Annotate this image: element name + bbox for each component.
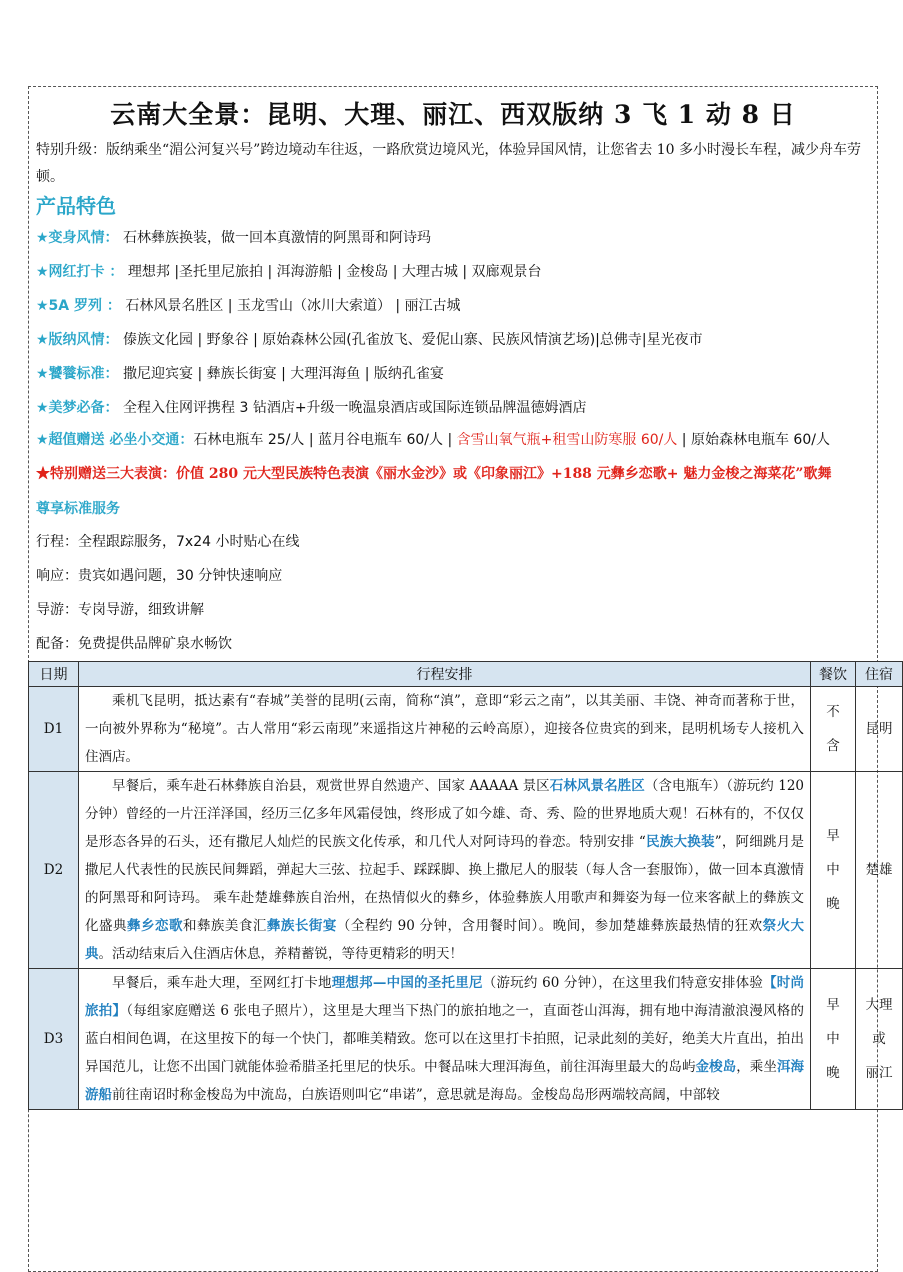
header-date: 日期 (29, 662, 79, 687)
feature-label: ★饕餮标准： (36, 366, 119, 382)
itinerary-text: 和彝族美食汇 (182, 918, 267, 934)
itinerary-text: （全程约 90 分钟，含用餐时间）。晚间，参加楚雄彝族最热情的狂欢 (336, 918, 763, 934)
header-meal: 餐饮 (811, 662, 856, 687)
itinerary-text: （每组家庭赠送 6 张电子照片），这里是大理当下热门的旅拍地之一，直面苍山洱海，拥有地中海清澈浪漫风格的蓝白相间色调，在这里按下的每一个快门，都唯美精致。您可以在这里打卡拍照，记录此刻的美好，绝美大片直出，拍出异国范儿，让您不出国门就能体验希腊圣托里尼的快乐。中餐品味大理洱海鱼，前往洱海里最大的岛屿 (85, 1003, 805, 1075)
header-stay: 住宿 (856, 662, 903, 687)
itinerary-cell (79, 772, 811, 969)
feature-item (36, 323, 871, 357)
day-cell: D3 (29, 969, 79, 1110)
feature-item (36, 221, 871, 255)
stay-text: 丽江 (865, 1065, 893, 1081)
meal-char: 早 (826, 997, 840, 1013)
itinerary-text: 早餐后，乘车赴大理，至网红打卡地 (112, 975, 332, 991)
meal-char: 晚 (826, 1065, 840, 1081)
upgrade-note: 特别升级：版纳乘坐“湄公河复兴号”跨边境动车往返，一路欣赏边境风光，体验异国风情，让您省去 10 多小时漫长车程，减少舟车劳顿。 (36, 142, 862, 185)
meal-cell (811, 687, 856, 772)
gift-label: ★超值赠送 必坐小交通： (36, 432, 194, 448)
table-header-row (29, 662, 903, 687)
itinerary-text: 早餐后，乘车赴石林彝族自治县，观赏世界自然遗产、国家 AAAAA 景区 (112, 778, 550, 794)
document-page (28, 86, 893, 1272)
feature-text: 撒尼迎宾宴 | 彝族长街宴 | 大理洱海鱼 | 版纳孔雀宴 (123, 366, 444, 382)
stay-cell (856, 772, 903, 969)
highlight-text: 洱海游船 (85, 1059, 805, 1103)
gift-line (36, 425, 871, 455)
meal-char: 晚 (826, 896, 840, 912)
gift-text-1: 石林电瓶车 25/人 | 蓝月谷电瓶车 60/人 | (193, 432, 457, 448)
feature-label: ★版纳风情： (36, 332, 119, 348)
feature-label: ★网红打卡 ： (36, 264, 124, 280)
feature-text: 理想邦 |圣托里尼旅拍 | 洱海游船 | 金梭岛 | 大理古城 | 双廊观景台 (127, 264, 542, 280)
service-item: 配备：免费提供品牌矿泉水畅饮 (36, 636, 232, 652)
highlight-text: 【时尚旅拍】 (85, 975, 805, 1019)
meal-cell (811, 772, 856, 969)
feature-text: 石林风景名胜区 | 玉龙雪山（冰川大索道） | 丽江古城 (125, 298, 461, 314)
meal-char: 中 (826, 1031, 840, 1047)
highlight-text: 金梭岛 (695, 1059, 737, 1075)
feature-label: ★变身风情： (36, 230, 119, 246)
feature-item (36, 391, 871, 425)
highlight-text: 祭火大典 (85, 918, 805, 962)
feature-label: ★5A 罗列 ： (36, 298, 121, 314)
page-title: 云南大全景：昆明、大理、丽江、西双版纳 3 飞 1 动 8 日 (110, 100, 796, 129)
feature-text: 石林彝族换装，做一回本真激情的阿黑哥和阿诗玛 (123, 230, 432, 246)
meal-char: 不 (826, 704, 840, 720)
feature-item (36, 357, 871, 391)
stay-cell (856, 969, 903, 1110)
itinerary-text: （游玩约 60 分钟），在这里我们特意安排体验 (482, 975, 764, 991)
service-item: 行程：全程跟踪服务，7x24 小时贴心在线 (36, 534, 300, 550)
feature-text: 傣族文化园 | 野象谷 | 原始森林公园(孔雀放飞、爱伲山寨、民族风情演艺场)|总佛寺|星光夜市 (123, 332, 703, 348)
features-heading: 产品特色 (36, 194, 116, 218)
table-row (29, 772, 903, 969)
day-cell: D2 (29, 772, 79, 969)
itinerary-text: ，乘坐 (736, 1059, 777, 1075)
table-row (29, 969, 903, 1110)
stay-cell (856, 687, 903, 772)
itinerary-text: 。活动结束后入住酒店休息，养精蓄锐，等待更精彩的明天！ (98, 946, 463, 962)
stay-text: 昆明 (865, 721, 893, 737)
gift-text-red: 含雪山氧气瓶+租雪山防寒服 60/人 (456, 432, 678, 448)
highlight-text: 彝族长街宴 (266, 918, 337, 934)
day-cell: D1 (29, 687, 79, 772)
features-list (29, 221, 877, 425)
service-item: 导游：专岗导游，细致讲解 (36, 602, 204, 618)
stay-text: 或 (872, 1031, 886, 1047)
itinerary-text: （含电瓶车）（游玩约 120 分钟）曾经的一片汪洋泽国，经历三亿多年风霜侵蚀，终形成了如今雄、奇、秀、险的世界地质大观！石林有的，不仅仅是形态各异的石头，还有撒尼人灿烂的民族文化传承，和几代人对阿诗玛的眷恋。特别安排 “ (85, 778, 805, 850)
meal-char: 含 (826, 738, 840, 754)
header-itinerary: 行程安排 (79, 662, 811, 687)
highlight-text: 石林风景名胜区 (549, 778, 645, 794)
itinerary-cell (79, 969, 811, 1110)
itinerary-table (28, 661, 903, 1110)
stay-text: 大理 (865, 997, 893, 1013)
meal-char: 早 (826, 828, 840, 844)
service-heading: 尊享标准服务 (36, 501, 120, 517)
meal-char: 中 (826, 862, 840, 878)
highlight-text: 民族大换装 (645, 834, 715, 850)
itinerary-text: 前往南诏时称金梭岛为中流岛，白族语则叫它“串诺”，意思就是海岛。金梭岛岛形两端较高阔，中部较 (112, 1087, 720, 1103)
meal-cell (811, 969, 856, 1110)
shows-line: ★特别赠送三大表演：价值 280 元大型民族特色表演《丽水金沙》或《印象丽江》+188 元彝乡恋歌+ 魅力金梭之海菜花”歌舞 (36, 466, 832, 482)
service-item: 响应：贵宾如遇问题，30 分钟快速响应 (36, 568, 283, 584)
services-list (29, 525, 877, 661)
itinerary-text: ”，阿细跳月是撒尼人代表性的民族民间舞蹈，弹起大三弦、拉起手、踩踩脚、换上撒尼人的服装（每人含一套服饰），做一回本真激情的阿黑哥和阿诗玛。 乘车赴楚雄彝族自治州，在热情似火的彝乡，体验彝族人用歌声和舞姿为每一位来客献上的彝族文化盛典 (85, 834, 804, 934)
feature-label: ★美梦必备： (36, 400, 119, 416)
stay-text: 楚雄 (865, 862, 893, 878)
feature-item (36, 289, 871, 323)
feature-item (36, 255, 871, 289)
highlight-text: 理想邦—中国的圣托里尼 (331, 975, 483, 991)
gift-text-2: | 原始森林电瓶车 60/人 (677, 432, 830, 448)
feature-text: 全程入住网评携程 3 钻酒店+升级一晚温泉酒店或国际连锁品牌温德姆酒店 (123, 400, 587, 416)
highlight-text: 彝乡恋歌 (126, 918, 183, 934)
itinerary-cell: 乘机飞昆明，抵达素有“春城”美誉的昆明(云南，简称“滇”，意即“彩云之南”，以其美丽、丰饶、神奇而著称于世，一向被外界称为“秘境”。古人常用“彩云南现”来遥指这片神秘的云岭高原），迎接各位贵宾的到来，昆明机场专人接机入住酒店。 (79, 687, 811, 772)
table-row (29, 687, 903, 772)
